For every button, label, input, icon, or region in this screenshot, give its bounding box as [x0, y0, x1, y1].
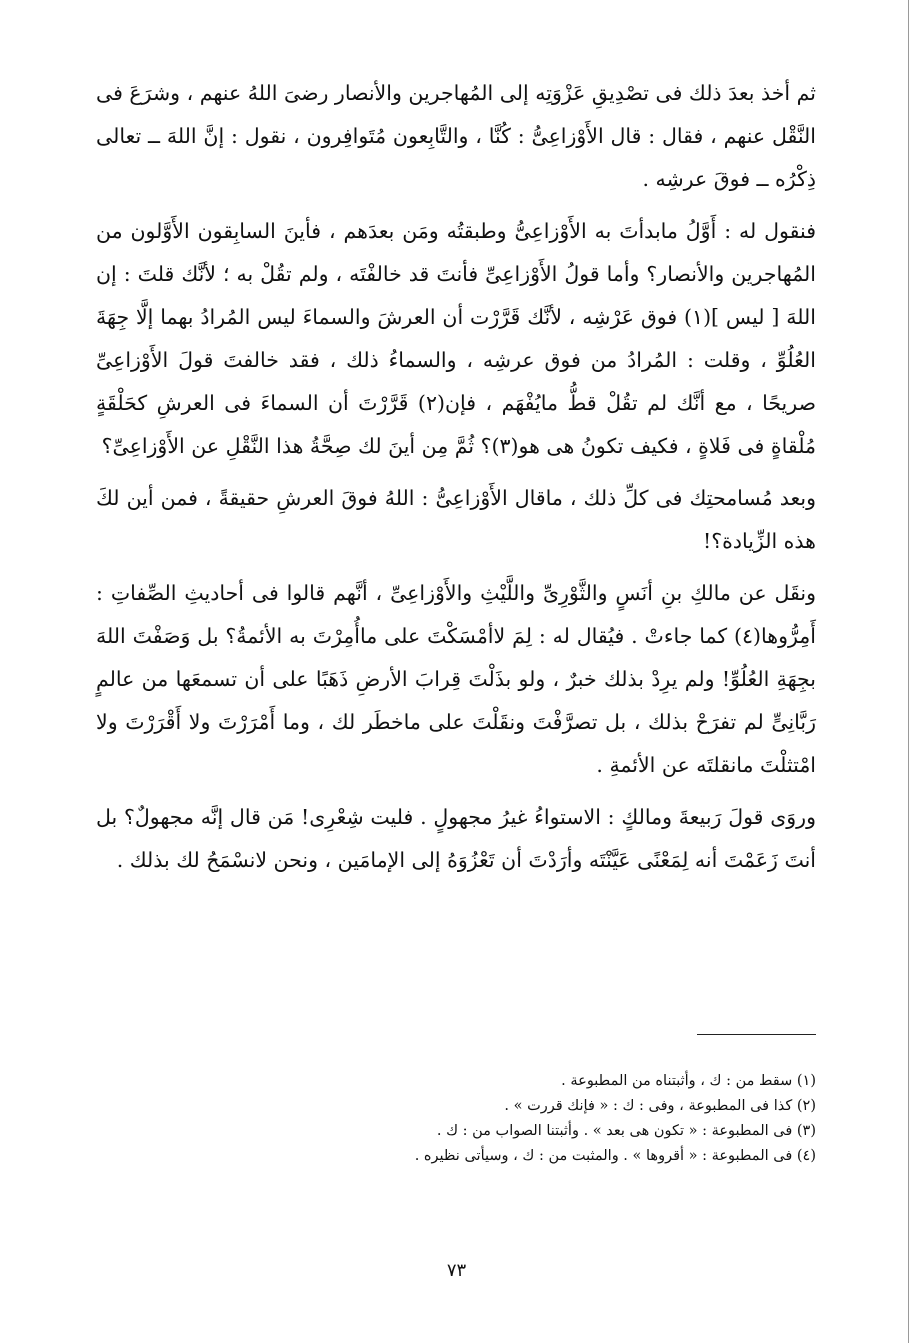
footnote-3: (٣) فى المطبوعة : « تكون هى بعد » . وأثبتنا الصواب من : ك .: [436, 1123, 816, 1139]
paragraph-1: ثم أخذ بعدَ ذلك فى تصْدِيقِ عَزْوَتِه إلى المُهاجرين والأنصار رضىَ اللهُ عنهم ، وشرَعَ فى النَّقْل عنهم ، فقال : قال الأَوْزاعِىُّ : كُنَّا ، والتَّابِعون مُتَوافِرون ، نقول : إنَّ اللهَ ــ تعالى ذِكْرُه ــ فوقَ عرشِه .: [96, 81, 816, 191]
page-edge-line: [908, 0, 909, 1343]
footnotes: [96, 1069, 816, 1169]
paragraph-3: وبعد مُسامحتِك فى كلِّ ذلك ، ماقال الأَوْزاعِىُّ : اللهُ فوقَ العرشِ حقيقةً ، فمن أين لكَ هذه الزِّيادة؟!: [96, 486, 816, 553]
paragraph-4: ونقَل عن مالكِ بنِ أنَسٍ والثَّوْرِىِّ واللَّيْثِ والأَوْزاعِىِّ ، أنَّهم قالوا فى أحاديثِ الصِّفاتِ : أَمِرُّوها(٤) كما جاءتْ . فيُقال له : لِمَ لاأمْسَكْتَ على ماأُمِرْتَ به الأئمةُ؟ بل وَصَفْتَ اللهَ بجِهَةِ العُلُوِّ! ولم يرِدْ بذلك خبرٌ ، ولو بذَلْتَ قِرابَ الأرضِ ذَهَبًا على أن تسمعَها من عالمٍ رَبَّانِىٍّ لم تفرَحْ بذلك ، بل تصرَّفْتَ ونقَلْتَ على ماخطَر لك ، وما أَمْرَرْتَ ولا أَقْرَرْتَ ولا امْتثلْتَ مانقلتَه عن الأئمةِ .: [96, 581, 816, 777]
footnote-2: (٢) كذا فى المطبوعة ، وفى : ك : « فإنك قررت » .: [504, 1098, 816, 1114]
paragraph-5: وروَى قولَ رَبيعةَ ومالكٍ : الاستواءُ غيرُ مجهولٍ . فليت شِعْرِى! مَن قال إنَّه مجهولٌ؟ بل أنتَ زَعَمْتَ أنه لِمَعْنًى عَيَّنْتَه وأرَدْتَ أن تَعْزُوَهُ إلى الإمامَين ، ونحن لانسْمَحُ لك بذلك .: [96, 805, 816, 872]
main-text: [96, 72, 816, 891]
page-number: ٧٣: [446, 1260, 467, 1281]
footnote-1: (١) سقط من : ك ، وأثبتناه من المطبوعة .: [561, 1073, 816, 1089]
footnote-separator: [697, 1034, 816, 1035]
footnote-4: (٤) فى المطبوعة : « أقروها » . والمثبت من : ك ، وسيأتى نظيره .: [414, 1148, 816, 1164]
paragraph-2: فنقول له : أَوَّلُ مابدأتَ به الأَوْزاعِىُّ وطبقتُه ومَن بعدَهم ، فأينَ السابِقون الأَوَّلون من المُهاجرين والأنصار؟ وأما قولُ الأَوْزاعِىِّ فأنتَ قد خالفْتَه ، ولم تقُلْ به ؛ لأنَّك قلتَ : إن اللهَ [ ليس ](١) فوق عَرْشِه ، لأنَّك قَرَّرْت أن العرشَ والسماءَ ليس المُرادُ بهما إلَّا جِهَةَ العُلُوِّ ، وقلت : المُرادُ من فوق عرشِه ، والسماءُ ذلك ، فقد خالفتَ قولَ الأَوْزاعِىِّ صريحًا ، مع أنَّك لم تقُلْ قطُّ مايُفْهَم ، فإن(٢) قَرَّرْتَ أن السماءَ فى العرشِ كحَلْقَةٍ مُلْقاةٍ فى فَلاةٍ ، فكيف تكونُ هى هو(٣)؟ ثُمَّ مِن أينَ لك صِحَّةُ هذا النَّقْلِ عن الأَوْزاعِىِّ؟: [96, 219, 816, 458]
